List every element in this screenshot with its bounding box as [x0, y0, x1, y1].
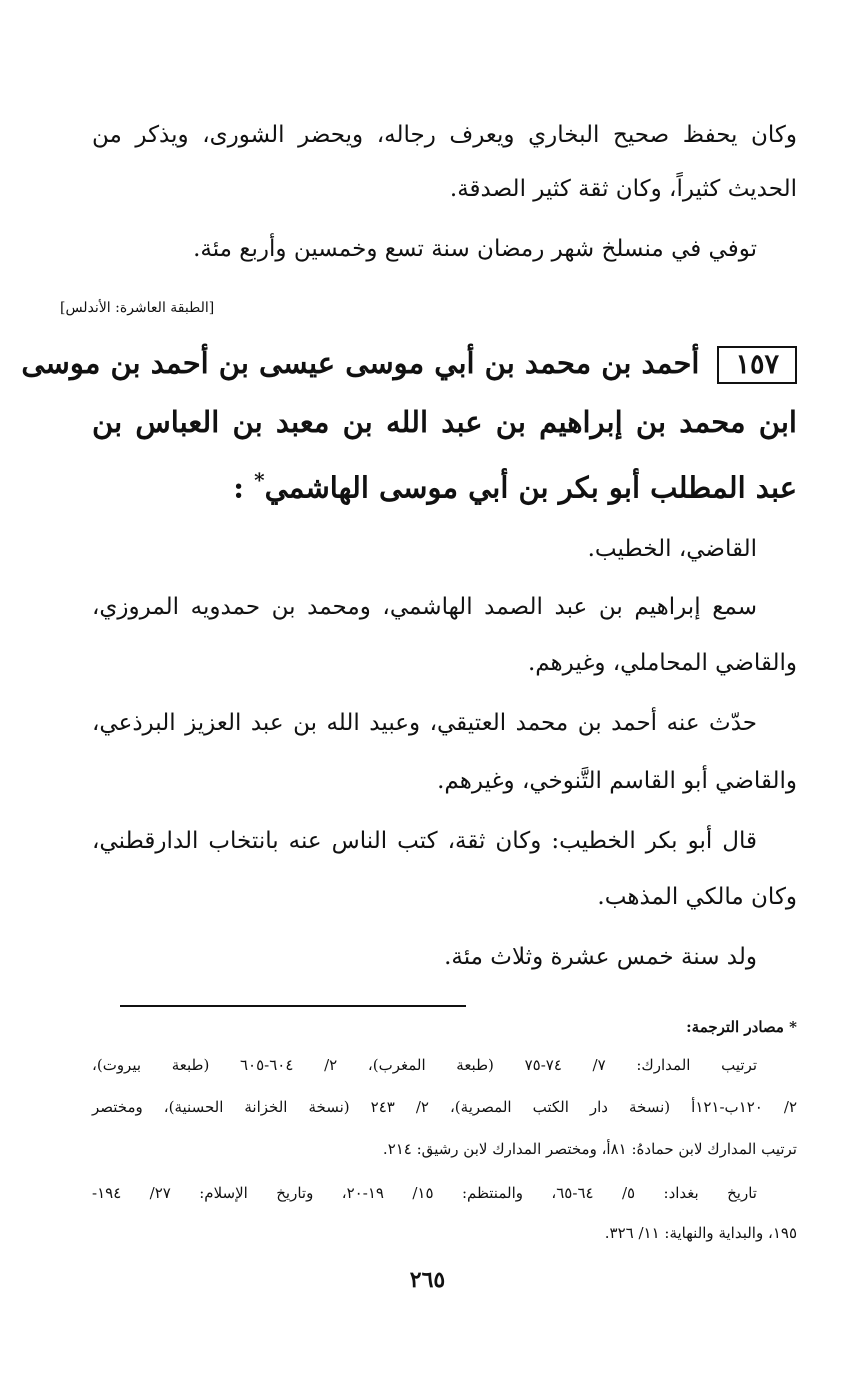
footnote-marker: * — [254, 468, 265, 492]
footnote-line: ١٩٥، والبداية والنهاية: ١١/ ٣٢٦. — [604, 1224, 797, 1242]
paragraph-line: وكان مالكي المذهب. — [597, 884, 797, 910]
footnote-line: ٢/ ١٢٠ب-١٢١أ (نسخة دار الكتب المصرية)، ٢/ ٢٤٣ (نسخة الخزانة الحسنية)، ومختصر — [92, 1098, 797, 1116]
footnote-line: ترتيب المدارك لابن حمادهُ: ٨١أ، ومختصر المدارك لابن رشيق: ٢١٤. — [382, 1140, 797, 1158]
paragraph-line: القاضي، الخطيب. — [587, 536, 757, 562]
entry-heading-line-3 — [233, 470, 797, 503]
entry-number-box: ١٥٧ — [717, 346, 797, 384]
footnote-separator — [120, 1005, 466, 1007]
heading-text: أحمد بن محمد بن أبي موسى عيسى بن أحمد بن موسى — [21, 346, 700, 380]
paragraph-line: وكان يحفظ صحيح البخاري ويعرف رجاله، ويحضر الشورى، ويذكر من — [92, 122, 797, 148]
entry-heading-line-1 — [21, 346, 797, 384]
paragraph-line: حدّث عنه أحمد بن محمد العتيقي، وعبيد الله بن عبد العزيز البرذعي، — [92, 710, 757, 736]
paragraph-line: قال أبو بكر الخطيب: وكان ثقة، كتب الناس عنه بانتخاب الدارقطني، — [92, 828, 757, 854]
footnote-title: * مصادر الترجمة: — [686, 1018, 797, 1036]
paragraph-line: والقاضي أبو القاسم التَّنوخي، وغيرهم. — [437, 768, 797, 794]
paragraph-line: توفي في منسلخ شهر رمضان سنة تسع وخمسين وأربع مئة. — [193, 236, 757, 262]
heading-colon: : — [233, 470, 244, 505]
heading-text: عبد المطلب أبو بكر بن أبي موسى الهاشمي — [264, 470, 797, 505]
section-label: [الطبقة العاشرة: الأندلس] — [60, 300, 215, 316]
paragraph-line: ولد سنة خمس عشرة وثلاث مئة. — [444, 944, 757, 970]
footnote-line: تاريخ بغداد: ٥/ ٦٤-٦٥، والمنتظم: ١٥/ ١٩-٢٠، وتاريخ الإسلام: ٢٧/ ١٩٤- — [92, 1184, 757, 1202]
page-number: ٢٦٥ — [409, 1267, 446, 1293]
paragraph-line: والقاضي المحاملي، وغيرهم. — [527, 650, 797, 676]
paragraph-line: الحديث كثيراً، وكان ثقة كثير الصدقة. — [449, 176, 797, 202]
footnote-line: ترتيب المدارك: ٧/ ٧٤-٧٥ (طبعة المغرب)، ٢/ ٦٠٤-٦٠٥ (طبعة بيروت)، — [92, 1056, 758, 1074]
entry-heading-line-2: ابن محمد بن إبراهيم بن عبد الله بن معبد بن العباس بن — [92, 405, 797, 439]
paragraph-line: سمع إبراهيم بن عبد الصمد الهاشمي، ومحمد بن حمدويه المروزي، — [92, 594, 757, 620]
